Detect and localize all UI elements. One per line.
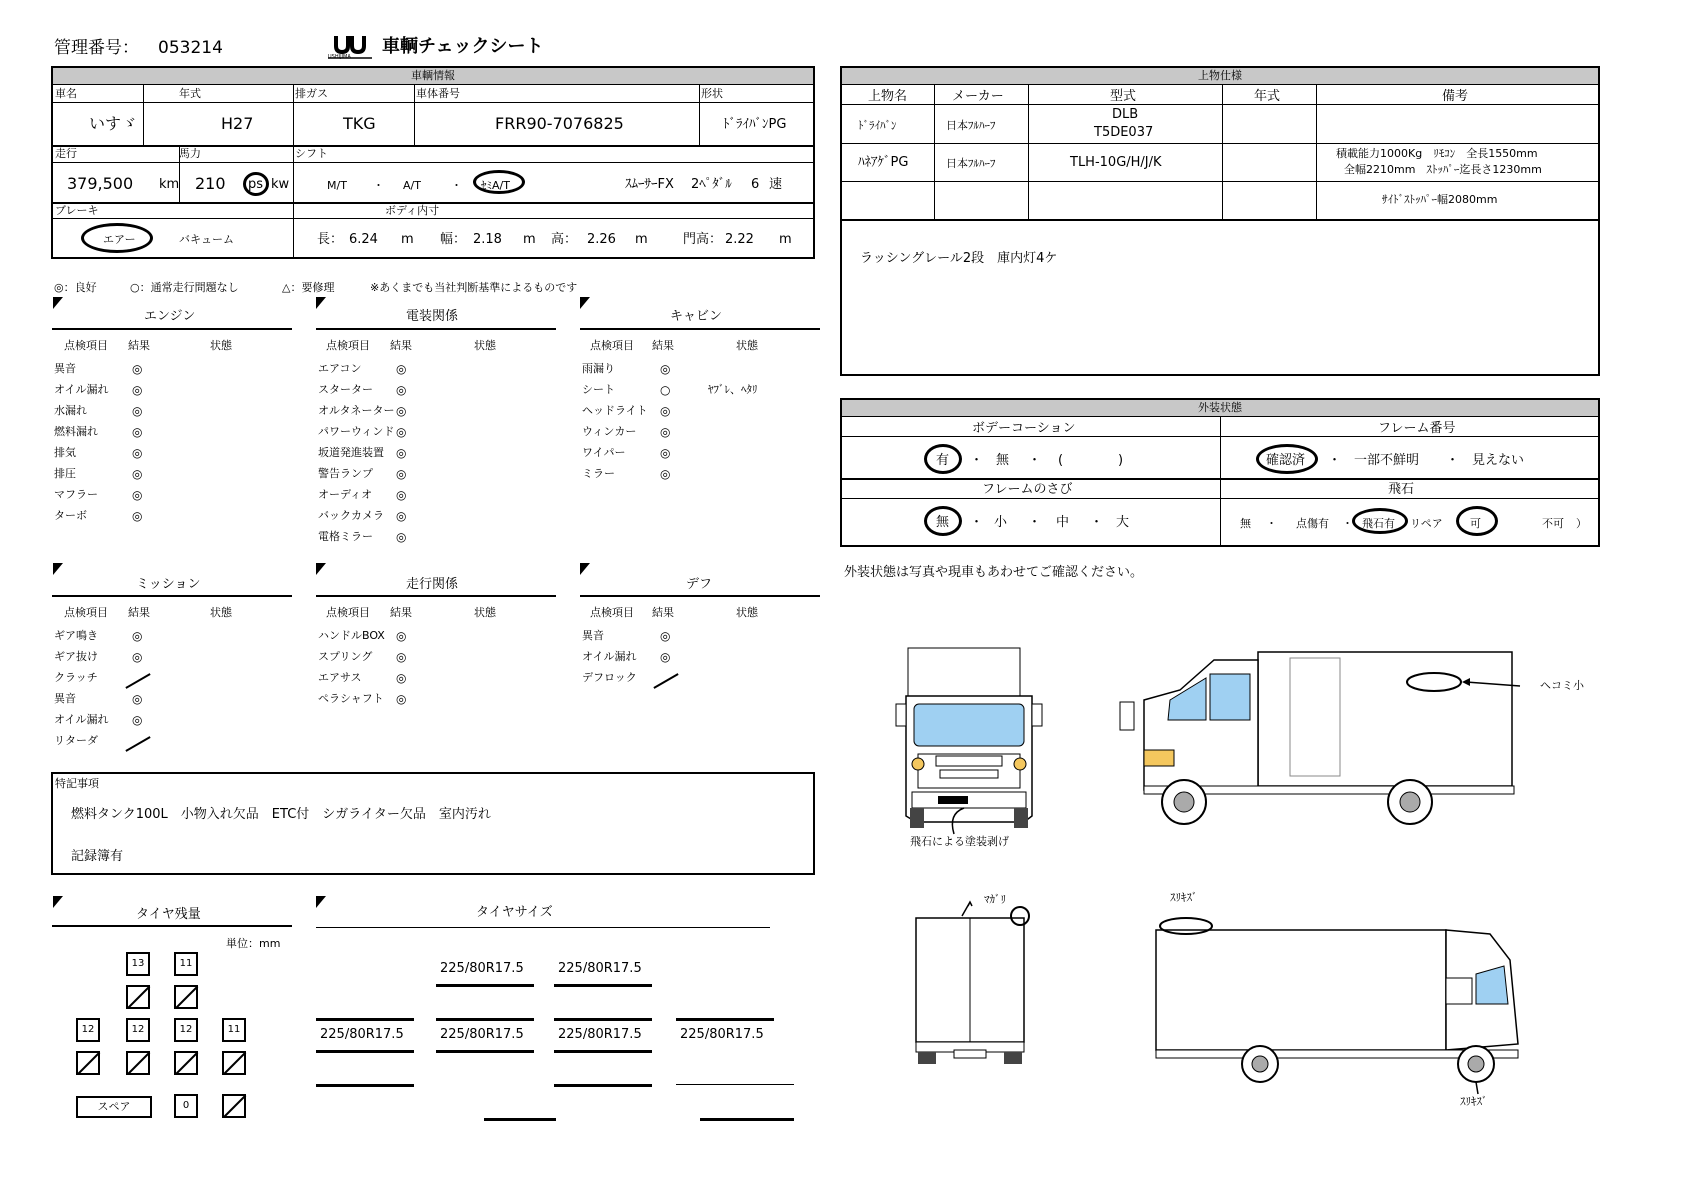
cabin-col-result: 結果 (652, 339, 674, 352)
tire-front-left: 13 (126, 952, 150, 976)
engine-item-label: 燃料漏れ (54, 425, 98, 438)
upper-h-name: 上物名 (868, 89, 908, 104)
cabin-item-result: ◎ (660, 362, 671, 376)
diff-col-item: 点検項目 (590, 606, 634, 619)
legend-note: ※あくまでも当社判断基準によるものです (370, 281, 578, 294)
tire-rear-3: 12 (174, 1018, 198, 1042)
door-value: 2.22 (725, 232, 754, 247)
tire-spare-2 (222, 1094, 246, 1118)
coating-close: ) (1118, 453, 1124, 468)
diff-item-label: オイル漏れ (582, 650, 637, 663)
diff-item-label: 異音 (582, 629, 604, 642)
upper-r1-model1: DLB (1112, 107, 1139, 122)
hp-value: 210 (195, 174, 226, 193)
len-value: 6.24 (349, 232, 378, 247)
tire-size-rear-2: 225/80R17.5 (440, 1027, 524, 1042)
tire-size-title: タイヤサイズ (476, 905, 553, 920)
mission-title: ミッション (136, 577, 201, 592)
upper-r1-maker: 日本ﾌﾙﾊｰﾌ (946, 119, 996, 132)
hp-unit-ps: ps (248, 177, 264, 192)
brake-vacuum: バキューム (179, 233, 234, 246)
mission-item-label: ギア抜け (54, 650, 98, 663)
rust-large: 大 (1116, 515, 1130, 530)
diff-item-result: ◎ (660, 650, 671, 664)
electric-flag (316, 297, 326, 309)
electric-item-result: ◎ (396, 530, 407, 544)
logo-text: USHIJIMA (328, 54, 351, 60)
upper-r2-model: TLH-10G/H/J/K (1070, 155, 1162, 170)
upper-r2-note2: 全幅2210mm ｽﾄｯﾊﾟｰ迄長さ1230mm (1344, 163, 1542, 176)
cabin-item-label: シート (582, 383, 615, 396)
brake-air: エアー (103, 233, 136, 246)
electric-item-label: エアコン (318, 362, 362, 375)
damage-stone: 飛石による塗装剥げ (910, 835, 1009, 848)
notes-line1: 燃料タンク100L 小物入れ欠品 ETC付 シガライター欠品 室内汚れ (71, 807, 491, 822)
frameno-dot1: ・ (1328, 453, 1342, 468)
running-col-item: 点検項目 (326, 606, 370, 619)
rust-none: 無 (936, 515, 950, 530)
hgt-label: 高： (551, 232, 578, 247)
running-item-result: ◎ (396, 671, 407, 685)
upper-r3-note: ｻｲﾄﾞｽﾄｯﾊﾟｰ幅2080mm (1382, 193, 1498, 206)
engine-item-label: マフラー (54, 488, 98, 501)
tire-size-front-1: 225/80R17.5 (440, 961, 524, 976)
damage-scratch-top: ｽﾘｷｽﾞ (1170, 891, 1198, 904)
engine-item-result: ◎ (132, 446, 143, 460)
electric-col-item: 点検項目 (326, 339, 370, 352)
diff-col-state: 状態 (736, 606, 758, 619)
frameno-partial: 一部不鮮明 (1354, 453, 1420, 468)
shift-label: シフト (295, 147, 328, 160)
cabin-item-label: ウィンカー (582, 425, 637, 438)
tire-size-rear-1: 225/80R17.5 (320, 1027, 404, 1042)
rust-dot2: ・ (1028, 515, 1042, 530)
tire-rear-4-inner (222, 1051, 246, 1075)
truck-side-view-right (1110, 650, 1520, 830)
running-col-state: 状態 (474, 606, 496, 619)
coating-label: ボデーコーション (972, 421, 1076, 436)
engine-item-label: 水漏れ (54, 404, 87, 417)
year-label: 年式 (179, 87, 201, 100)
cabin-col-state: 状態 (736, 339, 758, 352)
len-label: 長： (317, 232, 344, 247)
mission-item-label: リターダ (54, 734, 98, 747)
engine-item-label: オイル漏れ (54, 383, 109, 396)
electric-col-state: 状態 (474, 339, 496, 352)
running-flag (316, 563, 326, 575)
door-unit: m (779, 232, 792, 247)
electric-item-result: ◎ (396, 509, 407, 523)
shift-detail2: 2ﾍﾟﾀﾞﾙ (691, 177, 732, 192)
damage-scratch-bottom: ｽﾘｷｽﾞ (1460, 1095, 1488, 1108)
legend-ok: ○：通常走行問題なし (130, 281, 239, 294)
running-col-result: 結果 (390, 606, 412, 619)
tire-remain-title: タイヤ残量 (136, 907, 201, 922)
shift-detail4: 速 (769, 177, 783, 192)
legend-fix: △：要修理 (282, 281, 335, 294)
engine-flag (53, 297, 63, 309)
chip-label: 飛石 (1388, 482, 1415, 497)
electric-item-label: 電格ミラー (318, 530, 373, 543)
legend-good: ◎：良好 (54, 281, 97, 294)
damage-dent: ヘコミ小 (1540, 679, 1584, 692)
electric-title: 電装関係 (406, 309, 459, 324)
upper-h-year: 年式 (1254, 89, 1281, 104)
hp-unit-kw: kw (271, 177, 290, 192)
engine-item-result: ◎ (132, 488, 143, 502)
electric-item-result: ◎ (396, 362, 407, 376)
upper-h-model: 型式 (1110, 89, 1137, 104)
door-label: 門高： (683, 232, 723, 247)
mission-col-state: 状態 (210, 606, 232, 619)
upper-spec-box (840, 66, 1600, 376)
rust-label: フレームのさび (982, 482, 1073, 497)
engine-col-state: 状態 (210, 339, 232, 352)
electric-item-label: オーディオ (318, 488, 373, 501)
rust-dot3: ・ (1090, 515, 1104, 530)
electric-item-label: 坂道発進装置 (318, 446, 384, 459)
running-item-label: ペラシャフト (318, 692, 384, 705)
engine-item-label: 排圧 (54, 467, 76, 480)
notes-line2: 記録簿有 (71, 849, 124, 864)
tire-remain-flag (53, 896, 63, 908)
wid-label: 幅： (440, 232, 467, 247)
mission-item-result: ◎ (132, 713, 143, 727)
cabin-flag (580, 297, 590, 309)
electric-item-result: ◎ (396, 446, 407, 460)
tire-size-rear-4: 225/80R17.5 (680, 1027, 764, 1042)
exterior-header: 外装状態 (842, 400, 1598, 417)
chip-stone: 飛石有 (1362, 517, 1395, 530)
shape-label: 形状 (701, 87, 723, 100)
diff-col-result: 結果 (652, 606, 674, 619)
tire-spare-value: 0 (174, 1094, 198, 1118)
tire-rear-1-inner (76, 1051, 100, 1075)
chip-can-circle (1456, 506, 1498, 536)
shift-detail3: 6 (751, 177, 760, 192)
frameno-label: フレーム番号 (1378, 421, 1456, 436)
upper-h-maker: メーカー (952, 89, 1004, 104)
coating-dot1: ・ (970, 453, 984, 468)
electric-col-result: 結果 (390, 339, 412, 352)
mileage-value: 379,500 (67, 174, 134, 193)
hp-label: 馬力 (179, 147, 201, 160)
upper-r1-model2: T5DE037 (1094, 125, 1154, 140)
semi-at-circle (473, 170, 525, 194)
body-dim-label: ボディ内寸 (385, 204, 440, 217)
mission-item-label: オイル漏れ (54, 713, 109, 726)
engine-item-result: ◎ (132, 467, 143, 481)
frameno-ok: 確認済 (1266, 453, 1306, 468)
diff-item-result-na (653, 673, 678, 689)
mission-item-result: ◎ (132, 650, 143, 664)
diff-item-result: ◎ (660, 629, 671, 643)
cabin-item-state: ﾔﾌﾞﾚ、ﾍﾀﾘ (708, 383, 758, 396)
mgmt-label: 管理番号： (54, 38, 139, 58)
tire-rear-3-inner (174, 1051, 198, 1075)
engine-item-label: ターボ (54, 509, 87, 522)
cabin-item-result: ◎ (660, 446, 671, 460)
truck-side-view-left (1150, 904, 1540, 1094)
coating-no: 無 (996, 453, 1010, 468)
upper-r2-maker: 日本ﾌﾙﾊｰﾌ (946, 157, 996, 170)
tire-front-right: 11 (174, 952, 198, 976)
brake-label: ブレーキ (55, 204, 99, 217)
frameno-ok-circle (1256, 444, 1318, 474)
shift-at: A/T (403, 179, 421, 192)
engine-title: エンジン (144, 309, 196, 324)
tire-rear-4: 11 (222, 1018, 246, 1042)
chassis-label: 車体番号 (416, 87, 460, 100)
tire-front-left-inner (126, 985, 150, 1009)
chassis-value: FRR90-7076825 (495, 114, 624, 133)
rust-small: 小 (994, 515, 1008, 530)
electric-item-label: スターター (318, 383, 373, 396)
mileage-label: 走行 (55, 147, 77, 160)
wid-value: 2.18 (473, 232, 502, 247)
cabin-col-item: 点検項目 (590, 339, 634, 352)
truck-front-view (896, 646, 1042, 832)
stone-chip-pointer (934, 806, 974, 836)
mileage-unit: km (159, 177, 180, 192)
engine-item-label: 異音 (54, 362, 76, 375)
mission-item-label: クラッチ (54, 671, 98, 684)
mission-item-result: ◎ (132, 692, 143, 706)
chip-stone-circle (1352, 508, 1408, 534)
rust-mid: 中 (1056, 515, 1070, 530)
gas-label: 排ガス (295, 87, 328, 100)
cabin-title: キャビン (670, 309, 723, 324)
chip-cannot: 不可 (1542, 517, 1564, 530)
coating-yes: 有 (936, 453, 950, 468)
coating-dot2: ・ (1028, 453, 1042, 468)
diff-item-label: デフロック (582, 671, 637, 684)
running-item-label: スプリング (318, 650, 373, 663)
hgt-unit: m (635, 232, 648, 247)
shape-value: ﾄﾞﾗｲﾊﾞﾝPG (723, 117, 787, 132)
diff-flag (580, 563, 590, 575)
electric-item-label: パワーウィンド (318, 425, 395, 438)
tire-front-right-inner (174, 985, 198, 1009)
truck-rear-view (910, 904, 1034, 1064)
engine-col-result: 結果 (128, 339, 150, 352)
chip-dot2: ・ (1342, 517, 1353, 530)
upper-h-note: 備考 (1442, 89, 1469, 104)
upper-r2-name: ﾊﾈｱｹﾞPG (858, 155, 909, 170)
cabin-item-result: ◎ (660, 467, 671, 481)
vehicle-info-header: 車輌情報 (53, 68, 813, 85)
bend-pointer (958, 896, 978, 920)
vehicle-info-box (51, 66, 815, 259)
electric-item-result: ◎ (396, 404, 407, 418)
engine-item-result: ◎ (132, 383, 143, 397)
shift-mt: M/T (327, 179, 347, 192)
tire-size-flag (316, 896, 326, 908)
engine-item-result: ◎ (132, 404, 143, 418)
coating-yes-circle (924, 444, 962, 474)
mission-item-result: ◎ (132, 629, 143, 643)
running-item-label: ハンドルBOX (318, 629, 385, 642)
electric-item-label: オルタネーター (318, 404, 395, 417)
upper-r1-name: ﾄﾞﾗｲﾊﾞﾝ (858, 119, 897, 132)
cabin-item-label: ミラー (582, 467, 615, 480)
shift-dot2: ・ (451, 179, 462, 192)
running-title: 走行関係 (406, 577, 459, 592)
mgmt-number: 053214 (158, 38, 223, 58)
mission-col-result: 結果 (128, 606, 150, 619)
page-title: 車輌チェックシート (382, 36, 544, 57)
electric-item-result: ◎ (396, 467, 407, 481)
mission-item-label: 異音 (54, 692, 76, 705)
cabin-item-label: 雨漏り (582, 362, 615, 375)
chip-dot1: ・ (1266, 517, 1277, 530)
exterior-note: 外装状態は写真や現車もあわせてご確認ください。 (844, 565, 1144, 580)
cabin-item-label: ワイパー (582, 446, 626, 459)
tire-size-rear-3: 225/80R17.5 (558, 1027, 642, 1042)
notes-box (51, 772, 815, 875)
mission-item-result-na (125, 736, 150, 752)
upper-memo: ラッシングレール2段 庫内灯4ケ (860, 251, 1058, 266)
mission-flag (53, 563, 63, 575)
tire-unit: 単位：mm (226, 937, 281, 950)
tire-rear-1: 12 (76, 1018, 100, 1042)
frameno-none: 見えない (1472, 453, 1525, 468)
engine-item-label: 排気 (54, 446, 76, 459)
len-unit: m (401, 232, 414, 247)
engine-item-result: ◎ (132, 509, 143, 523)
running-item-result: ◎ (396, 650, 407, 664)
tire-rear-2-inner (126, 1051, 150, 1075)
gas-value: TKG (343, 114, 376, 133)
mission-item-result-na (125, 673, 150, 689)
shift-dot1: ・ (373, 179, 384, 192)
frameno-dot2: ・ (1446, 453, 1460, 468)
electric-item-result: ◎ (396, 488, 407, 502)
rust-dot1: ・ (970, 515, 984, 530)
chip-close: ） (1576, 517, 1587, 530)
chip-can: 可 (1470, 517, 1481, 530)
electric-item-result: ◎ (396, 425, 407, 439)
wid-unit: m (523, 232, 536, 247)
rust-none-circle (924, 506, 962, 536)
exterior-box (840, 398, 1600, 547)
cabin-item-result: ◎ (660, 425, 671, 439)
cabin-item-label: ヘッドライト (582, 404, 648, 417)
mission-col-item: 点検項目 (64, 606, 108, 619)
electric-item-label: バックカメラ (318, 509, 384, 522)
shift-detail1: ｽﾑｰｻｰFX (625, 177, 674, 192)
electric-item-label: 警告ランプ (318, 467, 373, 480)
brake-air-circle (81, 223, 153, 253)
coating-open: ( (1058, 453, 1064, 468)
electric-item-result: ◎ (396, 383, 407, 397)
engine-item-result: ◎ (132, 425, 143, 439)
chip-none: 無 (1240, 517, 1251, 530)
chip-repair: リペア (1410, 517, 1443, 530)
maker-value: いすゞ (89, 114, 138, 133)
running-item-result: ◎ (396, 629, 407, 643)
chip-point: 点傷有 (1296, 517, 1329, 530)
engine-col-item: 点検項目 (64, 339, 108, 352)
upper-spec-header: 上物仕様 (842, 68, 1598, 85)
running-item-result: ◎ (396, 692, 407, 706)
year-value: H27 (221, 114, 254, 133)
tire-rear-2: 12 (126, 1018, 150, 1042)
shift-smt: ｾﾐA/T (481, 179, 510, 192)
cabin-item-result: ◎ (660, 404, 671, 418)
upper-r2-note1: 積載能力1000Kg ﾘﾓｺﾝ 全長1550mm (1336, 147, 1538, 160)
tire-size-front-2: 225/80R17.5 (558, 961, 642, 976)
damage-bend: ﾏｶﾞﾘ (984, 893, 1006, 906)
spare-box: スペア (76, 1096, 152, 1118)
notes-label: 特記事項 (55, 777, 99, 790)
ps-circle (243, 172, 269, 196)
running-item-label: エアサス (318, 671, 362, 684)
engine-item-result: ◎ (132, 362, 143, 376)
maker-label: 車名 (55, 87, 77, 100)
hgt-value: 2.26 (587, 232, 616, 247)
diff-title: デフ (686, 577, 713, 592)
cabin-item-result: ○ (660, 383, 671, 397)
mission-item-label: ギア鳴き (54, 629, 98, 642)
